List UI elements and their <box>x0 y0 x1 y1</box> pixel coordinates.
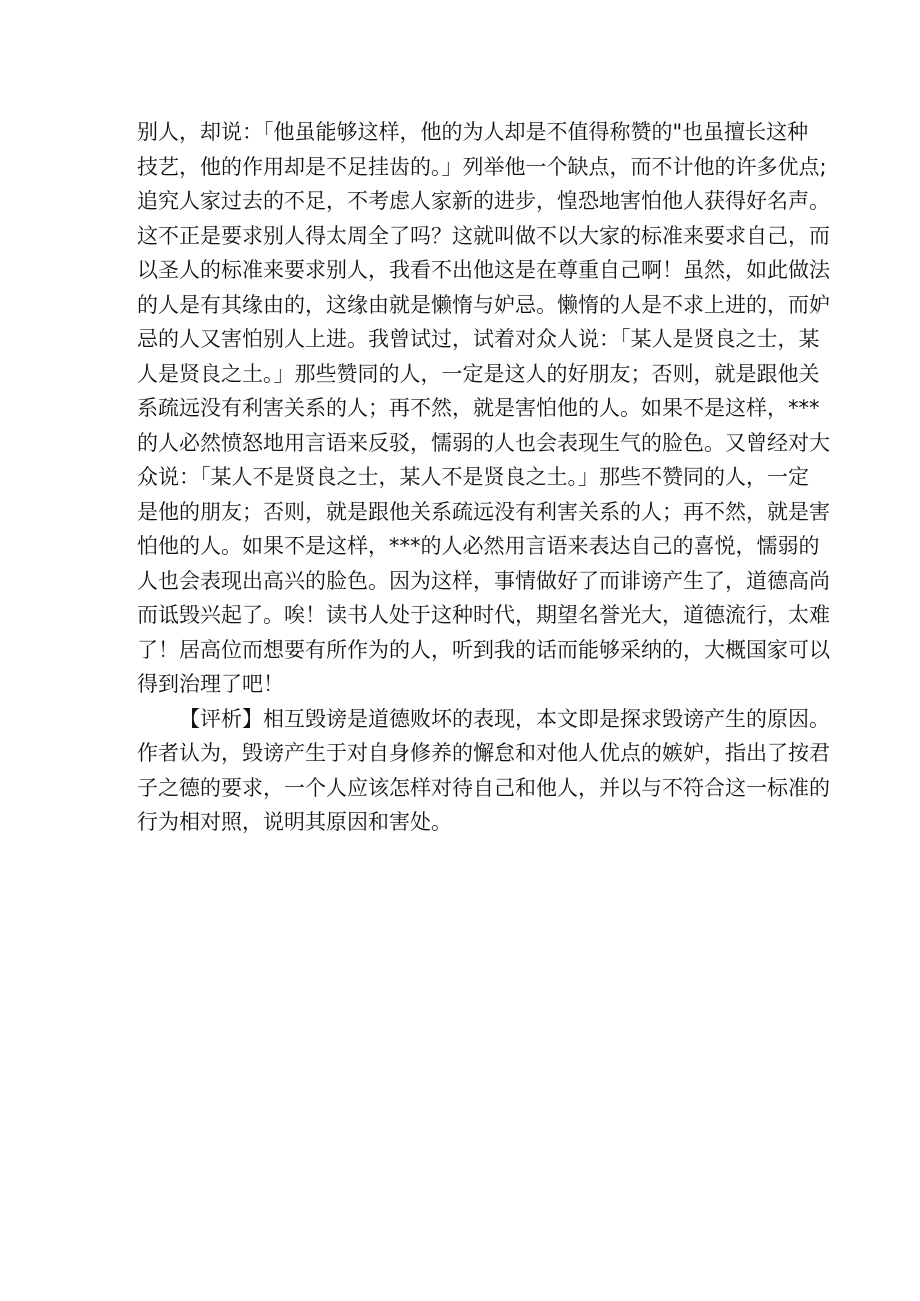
text-line: 的人必然愤怒地用言语来反驳，懦弱的人也会表现生气的脸色。又曾经对大 <box>137 430 830 455</box>
commentary-line: 作者认为，毁谤产生于对自身修养的懈怠和对他人优点的嫉妒，指出了按君 <box>137 741 830 765</box>
text-line: 这不正是要求别人得太周全了吗？这就叫做不以大家的标准来要求自己，而 <box>137 223 830 248</box>
text-line: 是他的朋友；否则，就是跟他关系疏远没有利害关系的人；再不然，就是害 <box>137 499 830 524</box>
commentary-line: 行为相对照，说明其原因和害处。 <box>137 810 452 834</box>
text-line: 怕他的人。如果不是这样，***的人必然用言语来表达自己的喜悦，懦弱的 <box>137 534 820 558</box>
text-line: 系疏远没有利害关系的人；再不然，就是害怕他的人。如果不是这样，*** <box>137 396 820 420</box>
text-line: 了！居高位而想要有所作为的人，听到我的话而能够采纳的，大概国家可以 <box>137 637 830 662</box>
text-line: 人是贤良之土。」那些赞同的人，一定是这人的好朋友；否则，就是跟他关 <box>137 361 820 386</box>
commentary-line: 【评析】相互毁谤是道德败坏的表现，本文即是探求毁谤产生的原因。 <box>179 706 830 731</box>
text-line: 人也会表现出高兴的脸色。因为这样，事情做好了而诽谤产生了，道德高尚 <box>137 568 830 593</box>
text-line: 的人是有其缘由的，这缘由就是懒惰与妒忌。懒惰的人是不求上进的，而妒 <box>137 292 830 317</box>
text-line: 以圣人的标准来要求别人，我看不出他这是在尊重自己啊！虽然，如此做法 <box>137 258 830 282</box>
body-text <box>137 115 830 840</box>
text-line: 众说：「某人不是贤良之士，某人不是贤良之土。」那些不赞同的人，一定 <box>137 465 809 489</box>
text-line: 而诋毁兴起了。唉！读书人处于这种时代，期望名誉光大，道德流行，太难 <box>137 603 830 627</box>
text-line: 别人，却说：「他虽能够这样，他的为人却是不值得称赞的"也虽擅长这种 <box>137 120 809 144</box>
text-line: 技艺，他的作用却是不足挂齿的。」列举他一个缺点，而不计他的许多优点; <box>137 154 827 179</box>
text-line: 得到治理了吧！ <box>137 672 284 696</box>
text-line: 忌的人又害怕别人上进。我曾试过，试着对众人说：「某人是贤良之士，某 <box>137 327 820 351</box>
text-line: 追究人家过去的不足，不考虑人家新的进步，惶恐地害怕他人获得好名声。 <box>137 189 830 213</box>
commentary-line: 子之德的要求，一个人应该怎样对待自己和他人，并以与不符合这一标准的 <box>137 775 830 800</box>
